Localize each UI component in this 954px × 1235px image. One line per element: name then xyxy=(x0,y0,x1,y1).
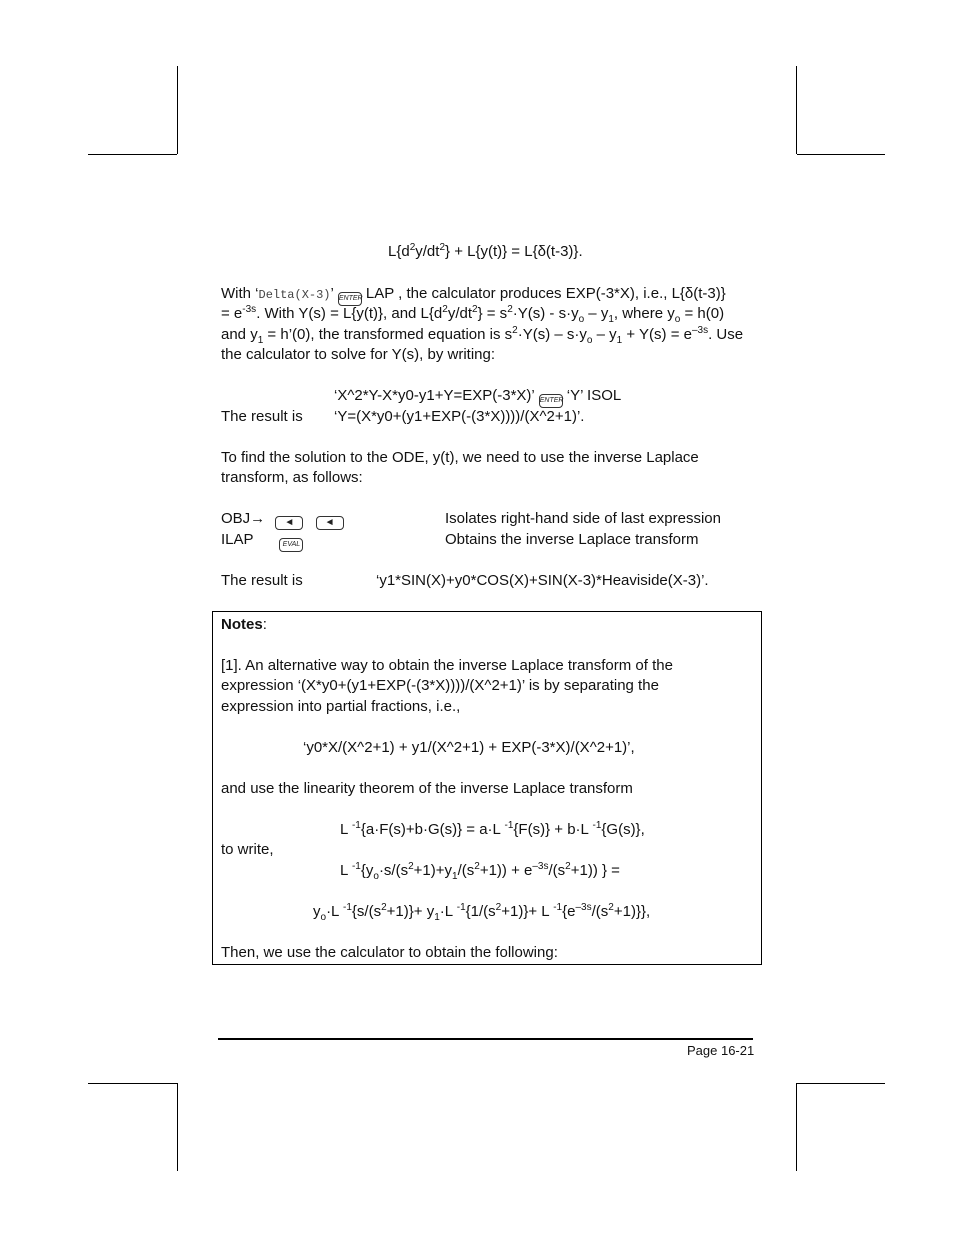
step-command: ILAP EVAL xyxy=(221,531,307,550)
paragraph-line: To find the solution to the ODE, y(t), we need to use the inverse Laplace xyxy=(221,449,699,466)
crop-mark xyxy=(88,154,177,155)
command-line: ‘X^2*Y-X*y0-y1+Y=EXP(-3*X)’ ENTER ‘Y’ ISOL xyxy=(334,387,621,406)
result-label: The result is xyxy=(221,408,303,425)
equation-laplace: $L\{d^2y/dt^2\} + L\{y(t)\} = L\{\delta(t-3)\}$. xyxy=(388,242,583,260)
notes-line: and use the linearity theorem of the inverse Laplace transform xyxy=(221,780,633,797)
left-arrow-key-icon: ◄ xyxy=(275,516,303,530)
crop-mark xyxy=(177,1083,178,1171)
result-label: The result is xyxy=(221,572,303,589)
notes-title: Notes: xyxy=(221,616,267,633)
page-number: Page 16-21 xyxy=(687,1043,755,1058)
left-arrow-key-icon: ◄ xyxy=(316,516,344,530)
step-command: OBJ→ ◄ ◄ xyxy=(221,510,348,528)
notes-equation: ‘y0*X/(X^2+1) + y1/(X^2+1) + EXP(-3*X)/(X^2+1)’, xyxy=(303,739,635,756)
notes-line: expression into partial fractions, i.e., xyxy=(221,698,461,715)
paragraph-line: With ‘Delta(X-3)’ ENTER LAP , the calculator produces EXP(-3*X), i.e., L{δ(t-3)} xyxy=(221,285,726,304)
crop-mark xyxy=(796,66,797,154)
crop-mark xyxy=(797,154,885,155)
paragraph-line: and $y_1$ = h’(0), the transformed equation is $s^2\cdot Y(s) - s\cdot y_o - y_1 + Y(s) = e^{-3s}$. Use xyxy=(221,325,744,346)
enter-key-icon: ENTER xyxy=(539,394,563,408)
notes-line: expression ‘(X*y0+(y1+EXP(-(3*X))))/(X^2+1)’ is by separating the xyxy=(221,677,659,694)
notes-line: to write, xyxy=(221,841,274,858)
crop-mark xyxy=(797,1083,885,1084)
notes-line: [1]. An alternative way to obtain the inverse Laplace transform of the xyxy=(221,657,673,674)
linearity-equation: L $^{-1}${a·F(s)+b·G(s)} = a·L $^{-1}${F(s)} + b·L $^{-1}${G(s)}, xyxy=(340,820,645,838)
result-value: ‘Y=(X*y0+(y1+EXP(-(3*X))))/(X^2+1)’. xyxy=(334,408,585,425)
notes-equation: L $^{-1}\{y_o\cdot s/(s^2+1)+y_1/(s^2+1)) + e^{-3s}/(s^2+1)$) } = xyxy=(340,861,620,882)
notes-line: Then, we use the calculator to obtain the following: xyxy=(221,944,558,961)
crop-mark xyxy=(796,1083,797,1171)
paragraph-line: transform, as follows: xyxy=(221,469,363,486)
crop-mark xyxy=(88,1083,177,1084)
crop-mark xyxy=(177,66,178,154)
eval-key-icon: EVAL xyxy=(279,538,303,552)
step-description: Isolates right-hand side of last expression xyxy=(445,510,721,527)
notes-equation: $y_o\cdot L$ $^{-1}\{s/(s^2+1)\}+ y_1\cdot L$ $^{-1}\{1/(s^2+1)\}+ L$ $^{-1}\{e^{-3s}/(s^2+1)\}$}, xyxy=(313,902,651,923)
paragraph-line: the calculator to solve for Y(s), by writing: xyxy=(221,346,495,363)
footer-rule xyxy=(218,1038,753,1040)
step-description: Obtains the inverse Laplace transform xyxy=(445,531,699,548)
enter-key-icon: ENTER xyxy=(338,292,362,306)
paragraph-line: = $e^{-3s}$. With Y(s) = L{y(t)}, and $L\{d^2y/dt^2\} = s^2\cdot Y(s) - s\cdot y_o - y_1$, where $y_o = h(0)$ xyxy=(221,304,725,325)
result-value: ‘y1*SIN(X)+y0*COS(X)+SIN(X-3)*Heaviside(X-3)’. xyxy=(376,572,709,589)
